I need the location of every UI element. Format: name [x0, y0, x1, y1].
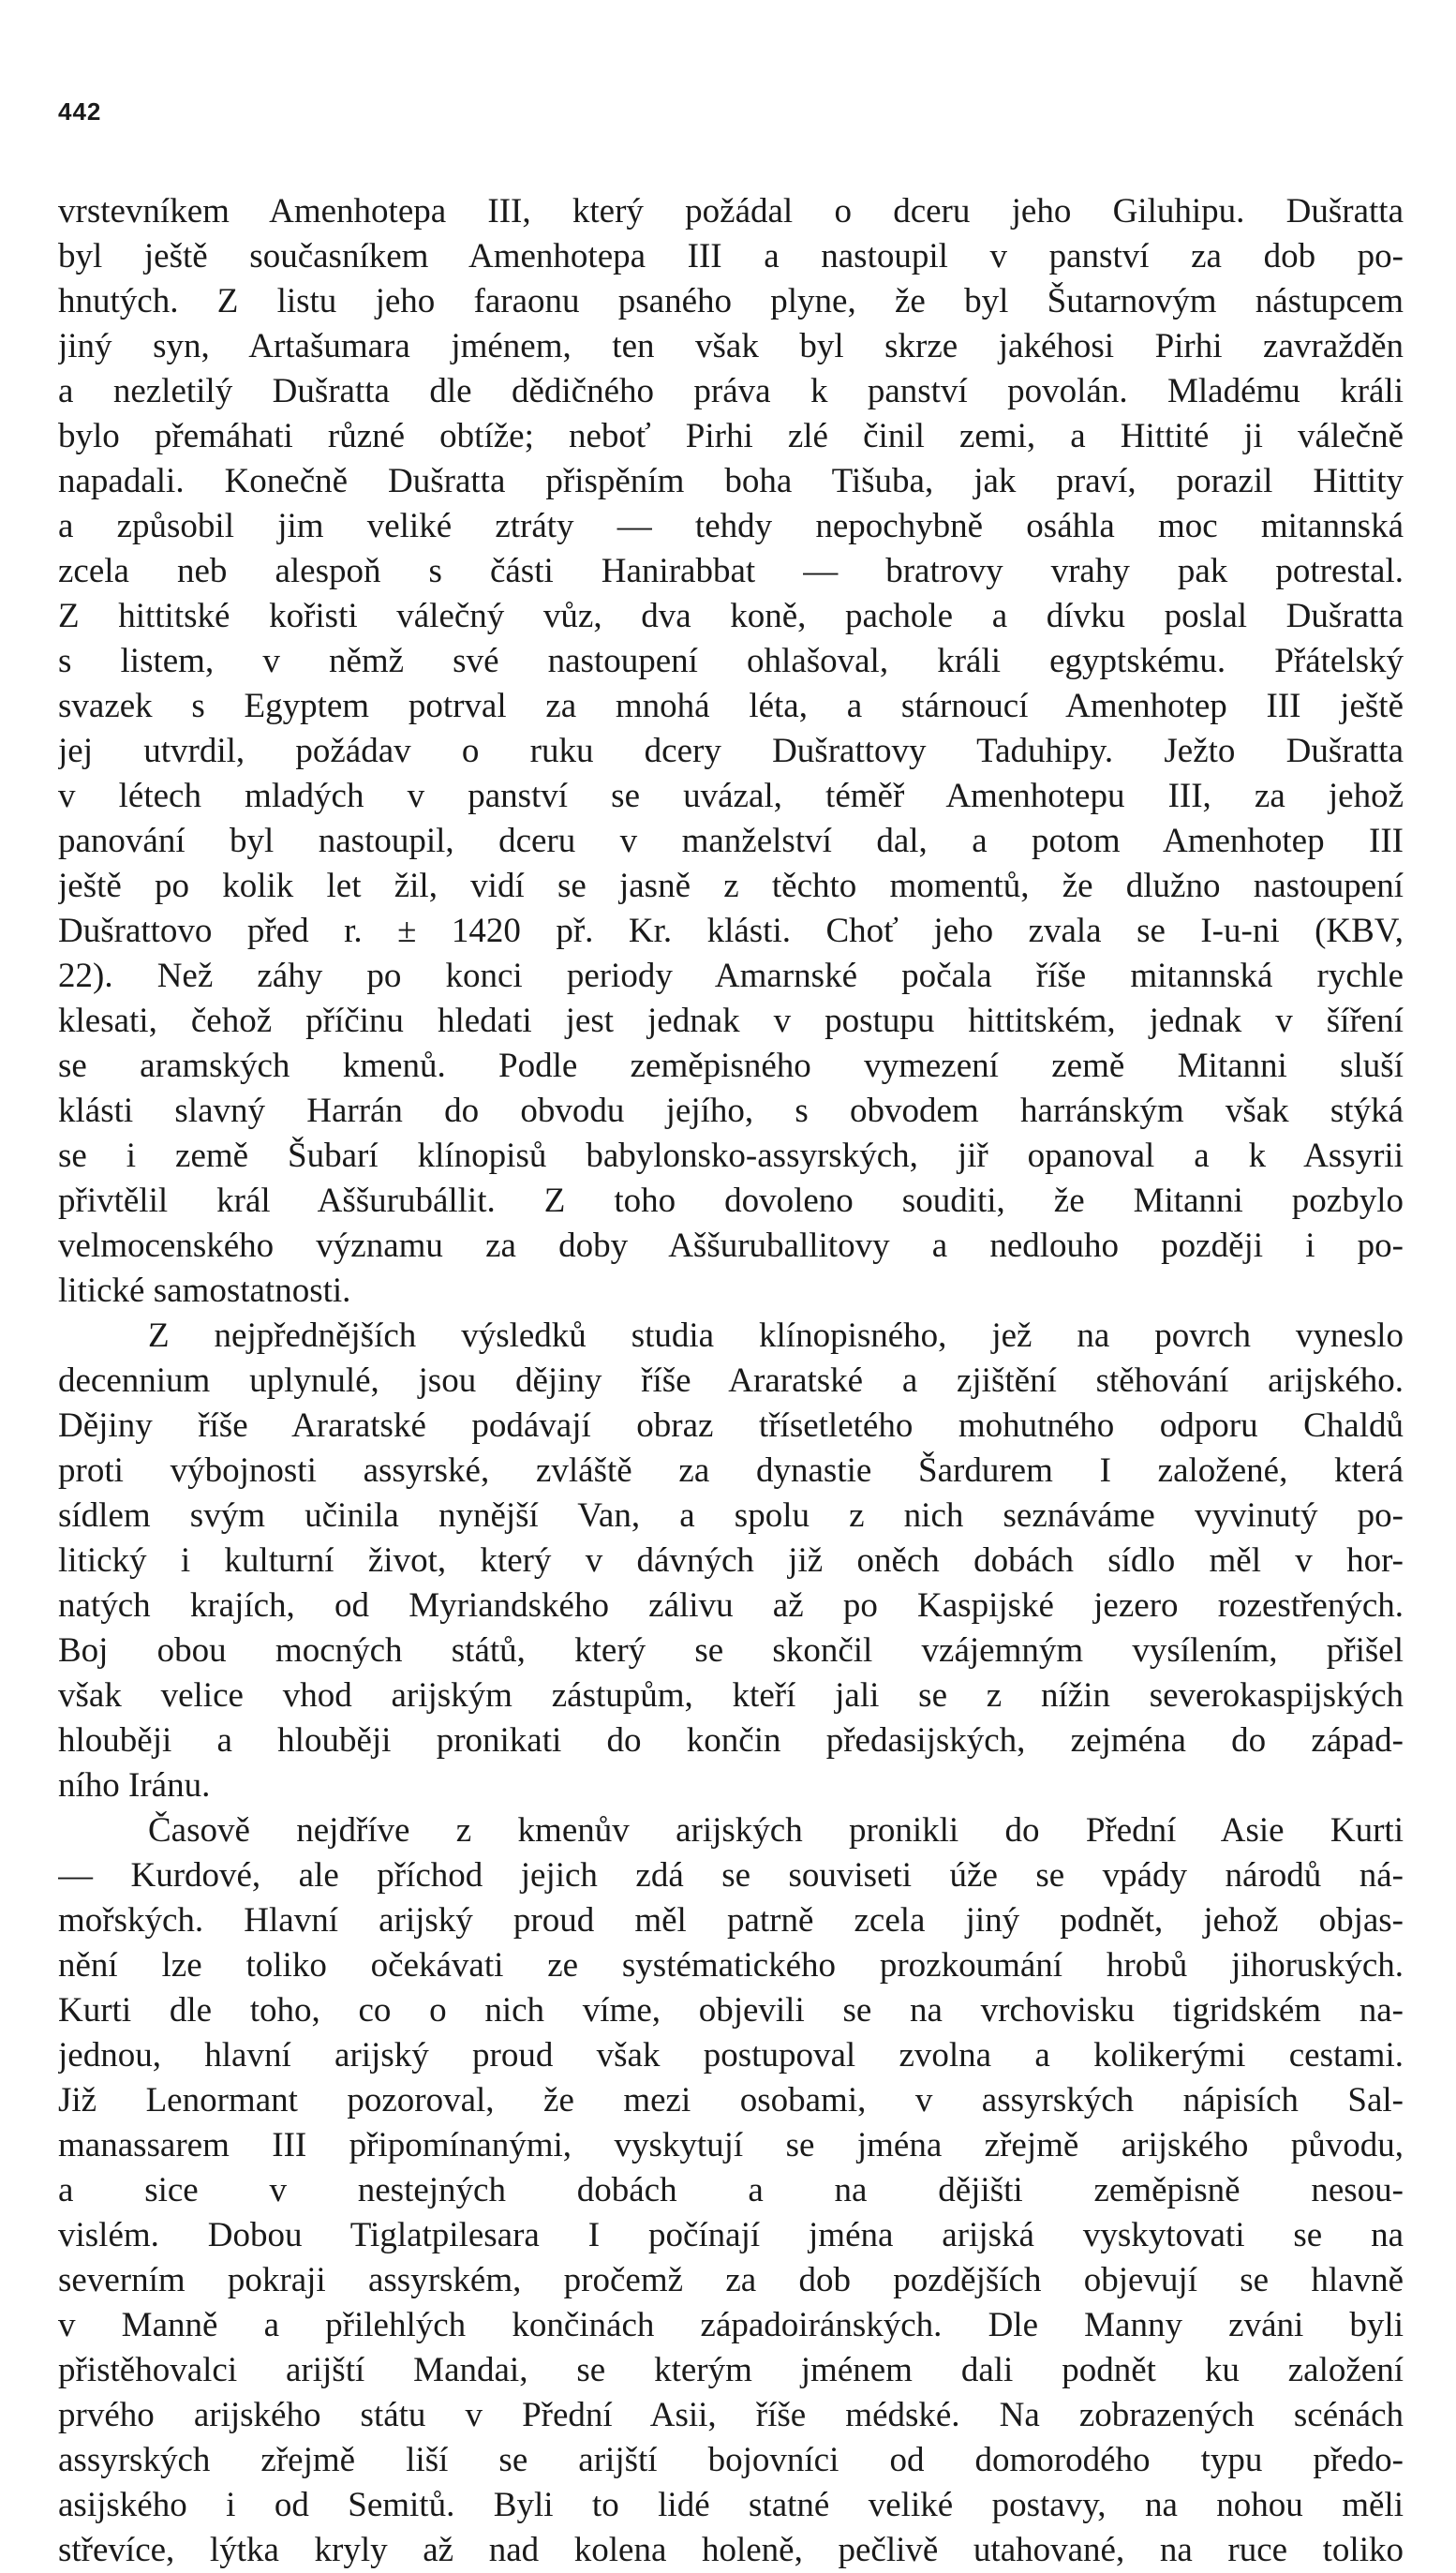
- text-line: Dějiny říše Araratské podávají obraz třísetletého mohutného odporu Chaldů: [58, 1406, 1404, 1445]
- text-line: jej utvrdil, požádav o ruku dcery Dušrattovy Taduhipy. Ježto Dušratta: [58, 732, 1404, 770]
- text-line: svazek s Egyptem potrval za mnohá léta, a stárnoucí Amenhotep III ještě: [58, 687, 1404, 725]
- text-line: ního Iránu.: [58, 1766, 211, 1805]
- text-line: hlouběji a hlouběji pronikati do končin předasijských, zejména do západ-: [58, 1721, 1404, 1760]
- text-line: natých krajích, od Myriandského zálivu až po Kaspijské jezero rozestřených.: [58, 1586, 1404, 1625]
- text-line: Dušrattovo před r. ± 1420 př. Kr. klásti. Choť jeho zvala se I-u-ni (KBV,: [58, 912, 1404, 950]
- text-line: klásti slavný Harrán do obvodu jejího, s obvodem harránským však stýká: [58, 1092, 1404, 1130]
- text-line: a sice v nestejných dobách a na dějišti zeměpisně nesou-: [58, 2171, 1404, 2209]
- text-line: severním pokraji assyrském, pročemž za dob pozdějších objevují se hlavně: [58, 2261, 1404, 2299]
- text-line: v létech mladých v panství se uvázal, téměř Amenhotepu III, za jehož: [58, 777, 1404, 815]
- text-line: jednou, hlavní arijský proud však postupoval zvolna a kolikerými cestami.: [58, 2036, 1404, 2075]
- text-line: panování byl nastoupil, dceru v manželství dal, a potom Amenhotep III: [58, 822, 1404, 860]
- text-line: však velice vhod arijským zástupům, kteří jali se z nížin severokaspijských: [58, 1676, 1404, 1715]
- text-line: jiný syn, Artašumara jménem, ten však byl skrze jakéhosi Pirhi zavražděn: [58, 327, 1404, 365]
- page-number: 442: [58, 97, 102, 126]
- text-line: hnutých. Z listu jeho faraonu psaného plyne, že byl Šutarnovým nástupcem: [58, 282, 1404, 320]
- text-line: se i země Šubarí klínopisů babylonsko-assyrských, jiř opanoval a k Assyrii: [58, 1137, 1404, 1175]
- body-text: [58, 189, 1404, 2573]
- text-line: přivtělil král Aššurubállit. Z toho dovoleno souditi, že Mitanni pozbylo: [58, 1182, 1404, 1220]
- text-line: sídlem svým učinila nynější Van, a spolu z nich seznáváme vyvinutý po-: [58, 1496, 1404, 1535]
- text-line: proti výbojnosti assyrské, zvláště za dynastie Šardurem I založené, která: [58, 1451, 1404, 1490]
- text-line: mořských. Hlavní arijský proud měl patrně zcela jiný podnět, jehož objas-: [58, 1901, 1404, 1940]
- text-line: Kurti dle toho, co o nich víme, objevili se na vrchovisku tigridském na-: [58, 1991, 1404, 2030]
- text-line: vrstevníkem Amenhotepa III, který požádal o dceru jeho Giluhipu. Dušratta: [58, 192, 1404, 231]
- text-line: litický i kulturní život, který v dávných již oněch dobách sídlo měl v hor-: [58, 1541, 1404, 1580]
- text-line: Z nejpřednějších výsledků studia klínopisného, jež na povrch vyneslo: [148, 1316, 1404, 1355]
- text-line: byl ještě současníkem Amenhotepa III a nastoupil v panství za dob po-: [58, 237, 1404, 275]
- text-line: decennium uplynulé, jsou dějiny říše Araratské a zjištění stěhování arijského.: [58, 1361, 1404, 1400]
- text-line: a způsobil jim veliké ztráty — tehdy nepochybně osáhla moc mitannská: [58, 507, 1404, 545]
- text-line: asijského i od Semitů. Byli to lidé statné veliké postavy, na nohou měli: [58, 2486, 1404, 2524]
- text-line: Z hittitské kořisti válečný vůz, dva koně, pachole a dívku poslal Dušratta: [58, 597, 1404, 635]
- text-line: bylo přemáhati různé obtíže; neboť Pirhi zlé činil zemi, a Hittité ji válečně: [58, 417, 1404, 455]
- text-line: prvého arijského státu v Přední Asii, říše médské. Na zobrazených scénách: [58, 2396, 1404, 2434]
- text-line: Časově nejdříve z kmenův arijských pronikli do Přední Asie Kurti: [148, 1811, 1404, 1850]
- text-line: — Kurdové, ale příchod jejich zdá se souviseti úže se vpády národů ná-: [58, 1856, 1404, 1895]
- text-line: Boj obou mocných států, který se skončil vzájemným vysílením, přišel: [58, 1631, 1404, 1670]
- text-line: Již Lenormant pozoroval, že mezi osobami, v assyrských nápisích Sal-: [58, 2081, 1404, 2119]
- text-line: klesati, čehož příčinu hledati jest jednak v postupu hittitském, jednak v šíření: [58, 1002, 1404, 1040]
- text-line: nění lze toliko očekávati ze systématického prozkoumání hrobů jihoruských.: [58, 1946, 1404, 1985]
- text-line: 22). Než záhy po konci periody Amarnské počala říše mitannská rychle: [58, 957, 1404, 995]
- text-line: přistěhovalci arijští Mandai, se kterým jménem dali podnět ku založení: [58, 2351, 1404, 2389]
- text-line: s listem, v němž své nastoupení ohlašoval, králi egyptskému. Přátelský: [58, 642, 1404, 680]
- text-line: napadali. Konečně Dušratta přispěním boha Tišuba, jak praví, porazil Hittity: [58, 462, 1404, 500]
- text-line: vislém. Dobou Tiglatpilesara I počínají jména arijská vyskytovati se na: [58, 2216, 1404, 2254]
- text-line: zcela neb alespoň s části Hanirabbat — bratrovy vrahy pak potrestal.: [58, 552, 1404, 590]
- text-line: litické samostatnosti.: [58, 1272, 351, 1310]
- text-line: v Manně a přilehlých končinách západoiránských. Dle Manny zváni byli: [58, 2306, 1404, 2344]
- text-line: ještě po kolik let žil, vidí se jasně z těchto momentů, že dlužno nastoupení: [58, 867, 1404, 905]
- text-line: a nezletilý Dušratta dle dědičného práva k panství povolán. Mladému králi: [58, 372, 1404, 410]
- text-line: assyrských zřejmě liší se arijští bojovníci od domorodého typu předo-: [58, 2441, 1404, 2479]
- text-line: se aramských kmenů. Podle zeměpisného vymezení země Mitanni sluší: [58, 1047, 1404, 1085]
- text-line: velmocenského významu za doby Aššuruballitovy a nedlouho později i po-: [58, 1227, 1404, 1265]
- text-line: manassarem III připomínanými, vyskytují se jména zřejmě arijského původu,: [58, 2126, 1404, 2164]
- text-line: střevíce, lýtka kryly až nad kolena holeně, pečlivě utahované, na ruce toliko: [58, 2531, 1404, 2569]
